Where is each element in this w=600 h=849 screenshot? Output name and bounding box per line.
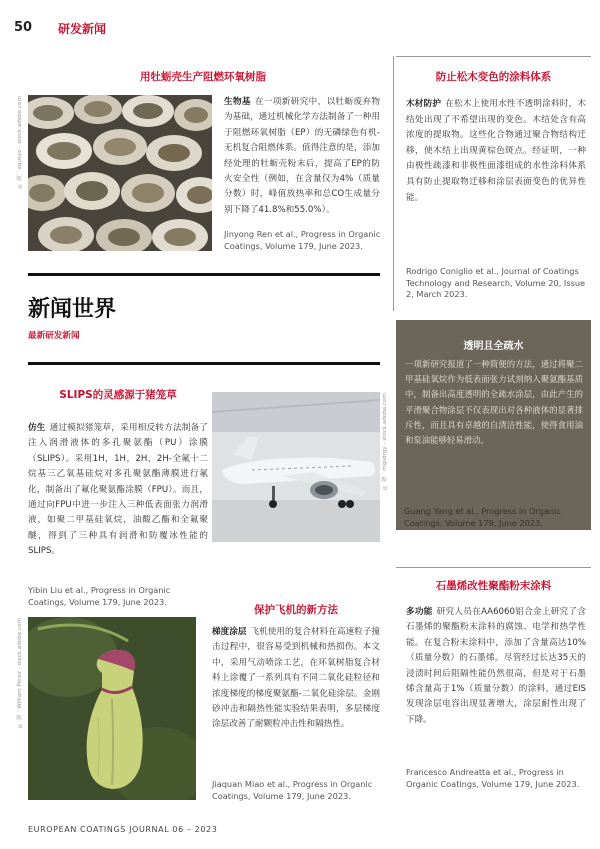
article-aircraft-citation: Jiaquan Miao et al., Progress in Organic Coatings, Volume 179, June 2023. (212, 779, 373, 801)
article-oyster-lead: 生物基 (224, 97, 251, 107)
oyster-shells-image (28, 95, 212, 251)
article-oyster-title: 用牡蛎壳生产阻燃环氧树脂 (140, 71, 266, 83)
article-graphene-title: 石墨烯改性聚酯粉末涂料 (435, 580, 552, 592)
article-aircraft-lead: 梯度涂层 (212, 627, 247, 637)
article-slips-title: SLIPS的灵感源于猪笼草 (59, 389, 177, 401)
article-slips-lead: 仿生 (28, 423, 46, 433)
page-number: 50 (14, 20, 33, 35)
heading-rule-top (28, 273, 380, 276)
article-slips-body: 仿生 通过模拟猪笼草，采用相反转方法制备了注入润滑液体的多孔聚氨酯（PU）涂膜（SLIPS）。采用1H，1H，2H，2H-全氟十二烷基三乙氧基硅烷对多孔聚氨酯薄膜进行氟化，制备出了氟化聚氨酯涂膜（FPU）。而且，通过向FPU中进一步注入三种低表面张力润滑液，如聚二甲基硅氧烷，油酸乙酯和全氟聚醚，得到了三种具有润滑和防覆冰性能的SLIPS。 (28, 423, 208, 557)
article-slips-citation: Yibin Liu et al., Progress in Organic Coatings, Volume 179, June 2023. (28, 585, 171, 607)
image-credit-airplane: © 图：mgsdrgy - stock.adobe.com (382, 393, 388, 490)
article-graphene-body: 多功能 研究人员在AA6060铝合金上研究了含石墨烯的聚酯粉末涂料的腐蚀、电学和热学性能。在复合粉末涂料中，添加了含量高达10%（质量分数）的石墨烯。尽管经过长达35天的浸渍时间后阻隔性能仍然很高，但是对于石墨烯含量高于1%（质量分数）的涂料，通过EIS发现涂层电容出现显著增大，涂层耐性出现了下降。 (406, 607, 586, 725)
article-pine-body: 木材防护 在松木上使用水性不透明涂料时，木结处出现了不希望出现的变色。木结处含有高浓度的提取物。这些化合物通过聚合物结构迁移，使木结上出现黄棕色斑点。经证明，一种由极性疏漆和非极性面漆组成的水性涂料体系具有防止提取物迁移和涂层表面变色的优异性能。 (406, 99, 586, 203)
airplane-image (212, 392, 380, 542)
divider (396, 56, 591, 57)
article-hydrophobic-citation: Guang Yang et al., Progress in Organic Coatings, Volume 179, June 2023. (404, 506, 561, 528)
news-world-subheading: 最新研发新闻 (28, 331, 80, 341)
article-aircraft-body: 梯度涂层 飞机使用的复合材料在高速粒子撞击过程中，很容易受到机械和热损伤。本文中，采用气动喷涂工艺，在环氧树脂复合材料上涂覆了一系列具有不同二氧化硅粒径和浓度梯度的梯度聚氨酯-二氧化硅涂层。金刚砂冲击和隔热性能实验结果表明，多层梯度涂层改善了耐颗粒冲击性和隔热性。 (212, 627, 380, 730)
article-hydrophobic-title: 透明且全疏水 (463, 341, 524, 352)
journal-footer: EUROPEAN COATINGS JOURNAL 06 – 2023 (28, 825, 218, 834)
heading-rule-bottom (28, 362, 380, 365)
column-divider (393, 56, 394, 311)
article-hydrophobic-body: 一项新研究报道了一种简便的方法，通过将聚二甲基硅氧烷作为低表面张力试剂纳入聚氨酯基质中，制备出高度透明的全疏水涂层，由此产生的平滑聚合物涂层不仅表现出对各种液体的显著排斥性，而且具有卓越的自清洁性能，使得食用油和泵油能够轻易滑动。 (405, 359, 583, 446)
article-pine-citation: Rodrigo Coniglio et al., Journal of Coatings Technology and Research, Volume 20, Issue 2, March 2023. (406, 266, 586, 299)
article-oyster-citation: Jinyong Ren et al., Progress in Organic Coatings, Volume 179, June 2023. (224, 229, 381, 251)
article-oyster-body: 生物基 在一项新研究中，以牡蛎废弃物为基础，通过机械化学方法制备了一种用于阻燃环氧树脂（EP）的无磷绿色有机-无机复合阻燃体系。值得注意的是，添加经处理的牡蛎壳粉末后，提高了EP的防火安全性（例如，在含量仅为4%（质量分数）时，峰值放热率和总CO生成量分别下降了41.8%和55.0%）。 (224, 97, 380, 215)
divider (396, 567, 591, 568)
article-graphene-lead: 多功能 (406, 607, 433, 617)
image-credit-oyster: © 图：agusyo - stock.adobe.com (17, 96, 23, 189)
article-pine-lead: 木材防护 (406, 99, 442, 109)
article-graphene-citation: Francesco Andreatta et al., Progress in Organic Coatings, Volume 179, June 2023. (406, 767, 580, 789)
section-title: 研发新闻 (58, 22, 107, 36)
news-world-heading: 新闻世界 (28, 297, 117, 322)
article-aircraft-title: 保护飞机的新方法 (254, 604, 338, 616)
article-pine-title: 防止松木变色的涂料体系 (435, 71, 552, 83)
pitcher-plant-image (28, 617, 196, 800)
image-credit-pitcher: © 图：William Perez - stock.adobe.com (17, 618, 23, 728)
